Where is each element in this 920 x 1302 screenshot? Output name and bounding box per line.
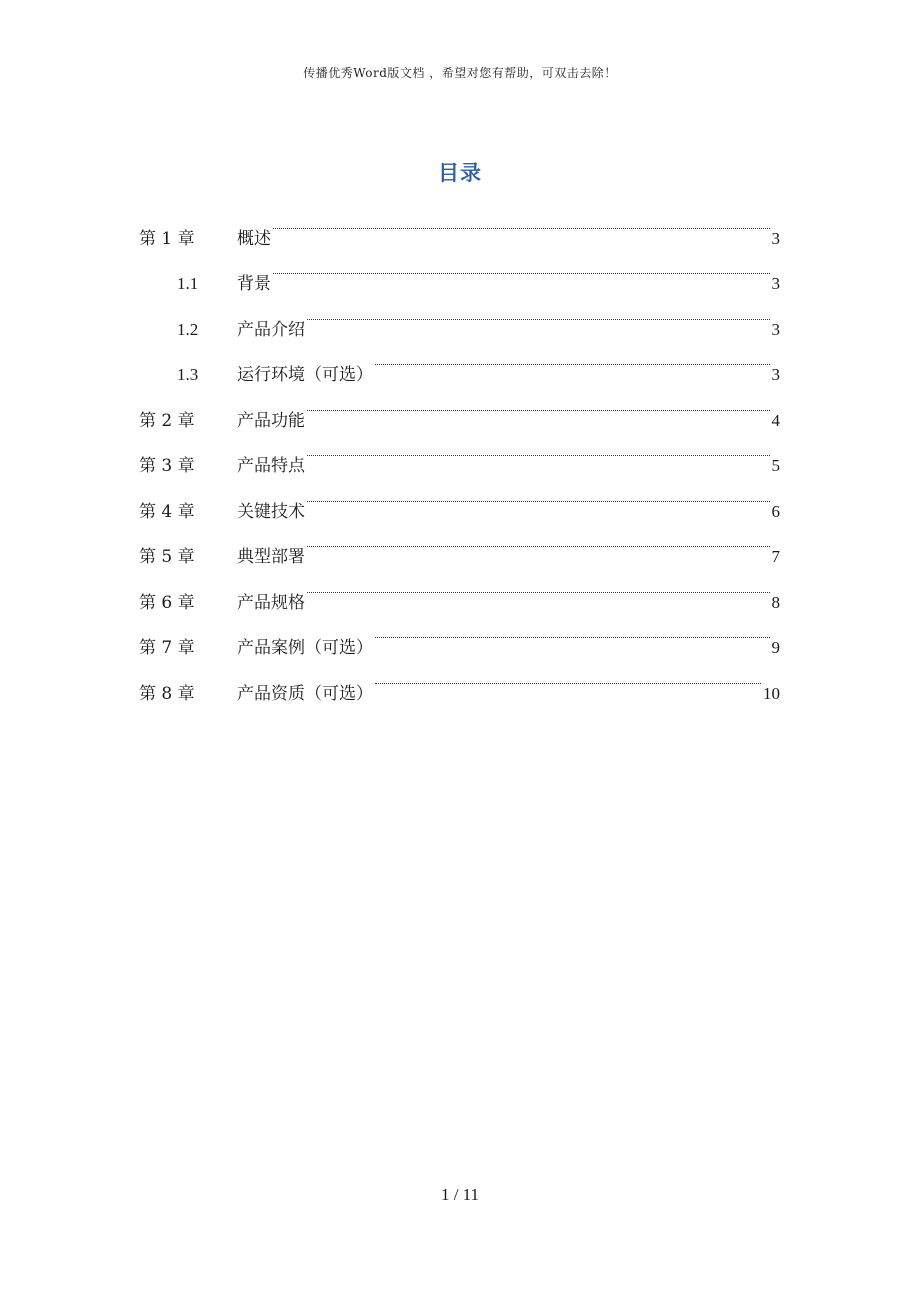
toc-dot-leader [307,426,770,472]
toc-entry[interactable] [139,562,780,613]
toc-entry[interactable] [139,244,780,294]
toc-entry[interactable] [139,198,780,249]
toc-dot-leader [307,471,770,517]
toc-entry-number: 1.1 [177,274,199,293]
toc-entry[interactable] [139,608,780,658]
toc-title: 目录 [438,160,482,185]
toc-entry-label: 产品案例（可选） [237,638,373,658]
toc-entry-page: 3 [771,228,780,248]
toc-entry-page: 9 [771,638,780,657]
toc-entry[interactable] [139,517,780,567]
toc-entry-label: 产品资质（可选） [237,683,373,704]
toc-entry-number: 第 8 章 [139,683,195,704]
toc-entry-number: 第 3 章 [139,456,195,476]
page-number-footer: 1 / 11 [440,1185,480,1204]
toc-dot-leader [375,608,770,654]
toc-entry-page: 3 [771,365,780,384]
toc-dot-leader [375,335,770,381]
toc-entry-label: 产品功能 [237,410,305,431]
toc-entry-page: 10 [763,683,780,703]
toc-dot-leader [273,244,770,290]
toc-dot-leader [307,380,770,426]
table-of-contents [139,198,780,704]
toc-entry-number: 第 5 章 [139,547,195,567]
toc-dot-leader [273,198,770,244]
toc-entry-label: 背景 [237,274,271,294]
toc-entry-number: 第 7 章 [139,638,195,658]
toc-entry-page: 5 [771,456,780,475]
toc-entry-page: 6 [771,501,780,521]
toc-entry-label: 产品规格 [237,592,305,613]
toc-entry-page: 3 [771,319,780,339]
toc-entry-label: 关键技术 [237,501,305,522]
toc-entry[interactable] [139,653,780,704]
toc-entry[interactable] [139,335,780,385]
toc-entry-label: 概述 [237,228,271,249]
toc-entry-number: 第 6 章 [139,592,195,613]
toc-entry-label: 运行环境（可选） [237,365,373,385]
toc-entry-number: 1.3 [177,365,199,384]
toc-entry[interactable] [139,426,780,476]
toc-entry-number: 第 2 章 [139,410,195,431]
toc-entry-page: 3 [771,274,780,293]
toc-entry-number: 1.2 [177,319,199,339]
toc-entry[interactable] [139,380,780,431]
toc-entry-number: 第 1 章 [139,228,195,249]
toc-dot-leader [307,562,770,608]
toc-entry-page: 8 [771,592,780,612]
toc-entry[interactable] [139,471,780,522]
toc-dot-leader [307,289,770,335]
toc-entry-page: 4 [771,410,780,430]
toc-dot-leader [307,517,770,563]
page-header: 传播优秀Word版文档 ，希望对您有帮助，可双击去除！ [303,66,617,80]
toc-entry-label: 产品介绍 [237,319,305,340]
toc-dot-leader [375,653,761,699]
toc-entry-label: 产品特点 [237,456,305,476]
toc-entry-page: 7 [771,547,780,566]
toc-entry-label: 典型部署 [237,547,305,567]
toc-entry[interactable] [139,289,780,340]
toc-entry-number: 第 4 章 [139,501,195,522]
